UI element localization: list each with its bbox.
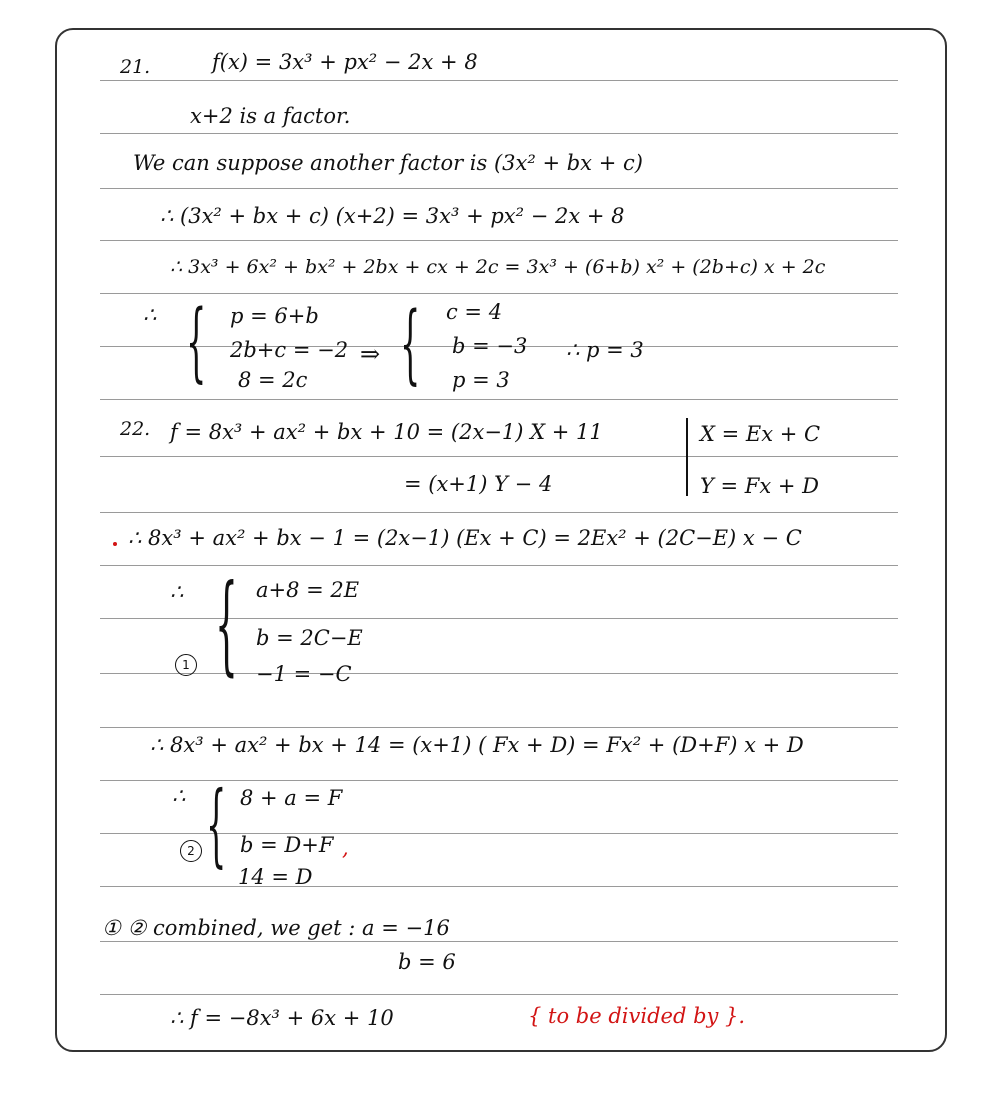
ruled-line — [100, 188, 898, 189]
ruled-line — [100, 133, 898, 134]
ruled-line — [100, 456, 898, 457]
system-brace: { — [215, 565, 238, 688]
system-brace: { — [206, 771, 227, 878]
system-brace: { — [186, 289, 207, 393]
equation-line: 8 = 2c — [238, 368, 308, 392]
quotient-definition-y: Y = Fx + D — [700, 474, 820, 498]
ruled-line — [100, 399, 898, 400]
equation-line: 8 + a = F — [240, 786, 343, 810]
separator-bar — [686, 418, 688, 496]
supposition: We can suppose another factor is (3x² + bx + c) — [133, 151, 643, 175]
expansion-equation: ∴ 3x³ + 6x² + bx² + 2bx + cx + 2c = 3x³ + (6+b) x² + (2b+c) x + 2c — [170, 256, 826, 278]
red-comma: , — [342, 836, 349, 860]
equation-line: p = 3 — [452, 368, 510, 392]
question-number-21: 21. — [120, 56, 151, 78]
ruled-line — [100, 727, 898, 728]
equation-line: a+8 = 2E — [256, 578, 360, 602]
therefore-symbol: ∴ — [170, 580, 184, 604]
b-value: b = 6 — [398, 950, 456, 974]
step-equation-2: ∴ 8x³ + ax² + bx + 14 = (x+1) ( Fx + D) = Fx² + (D+F) x + D — [150, 733, 804, 757]
therefore-symbol: ∴ — [172, 784, 186, 808]
ruled-line — [100, 293, 898, 294]
equation-line: c = 4 — [446, 300, 503, 324]
therefore-symbol: ∴ — [143, 303, 157, 327]
quotient-definition-x: X = Ex + C — [700, 422, 821, 446]
ruled-line — [100, 80, 898, 81]
equation-line: 2b+c = −2 — [230, 338, 349, 362]
remainder-equation-2: = (x+1) Y − 4 — [404, 472, 553, 496]
answer-21: ∴ p = 3 — [566, 338, 644, 362]
question-number-22: 22. — [120, 418, 151, 440]
function-definition-21: f(x) = 3x³ + px² − 2x + 8 — [212, 50, 478, 74]
given-factor: x+2 is a factor. — [190, 104, 351, 128]
ruled-line — [100, 240, 898, 241]
equation-line: b = 2C−E — [256, 626, 363, 650]
correction-note: { to be divided by }. — [528, 1004, 746, 1028]
remainder-equation-1: f = 8x³ + ax² + bx + 10 = (2x−1) X + 11 — [170, 420, 603, 444]
marker-2: 2 — [180, 840, 202, 862]
marker-1: 1 — [175, 654, 197, 676]
system-brace: { — [400, 291, 421, 395]
equation-line: p = 6+b — [230, 304, 319, 328]
ruled-line — [100, 941, 898, 942]
product-equation: ∴ (3x² + bx + c) (x+2) = 3x³ + px² − 2x + 8 — [160, 204, 625, 228]
step-equation-1: ∴ 8x³ + ax² + bx − 1 = (2x−1) (Ex + C) = 2Ex² + (2C−E) x − C — [128, 526, 802, 550]
combined-result: ① ② combined, we get : a = −16 — [102, 916, 450, 940]
equation-line: 14 = D — [238, 865, 313, 889]
ruled-line — [100, 512, 898, 513]
stray-mark — [113, 542, 117, 546]
final-function: ∴ f = −8x³ + 6x + 10 — [170, 1006, 394, 1030]
implies-arrow: ⇒ — [360, 340, 381, 368]
equation-line: −1 = −C — [256, 662, 352, 686]
ruled-line — [100, 886, 898, 887]
equation-line: b = D+F — [240, 833, 334, 857]
ruled-line — [100, 994, 898, 995]
equation-line: b = −3 — [452, 334, 528, 358]
